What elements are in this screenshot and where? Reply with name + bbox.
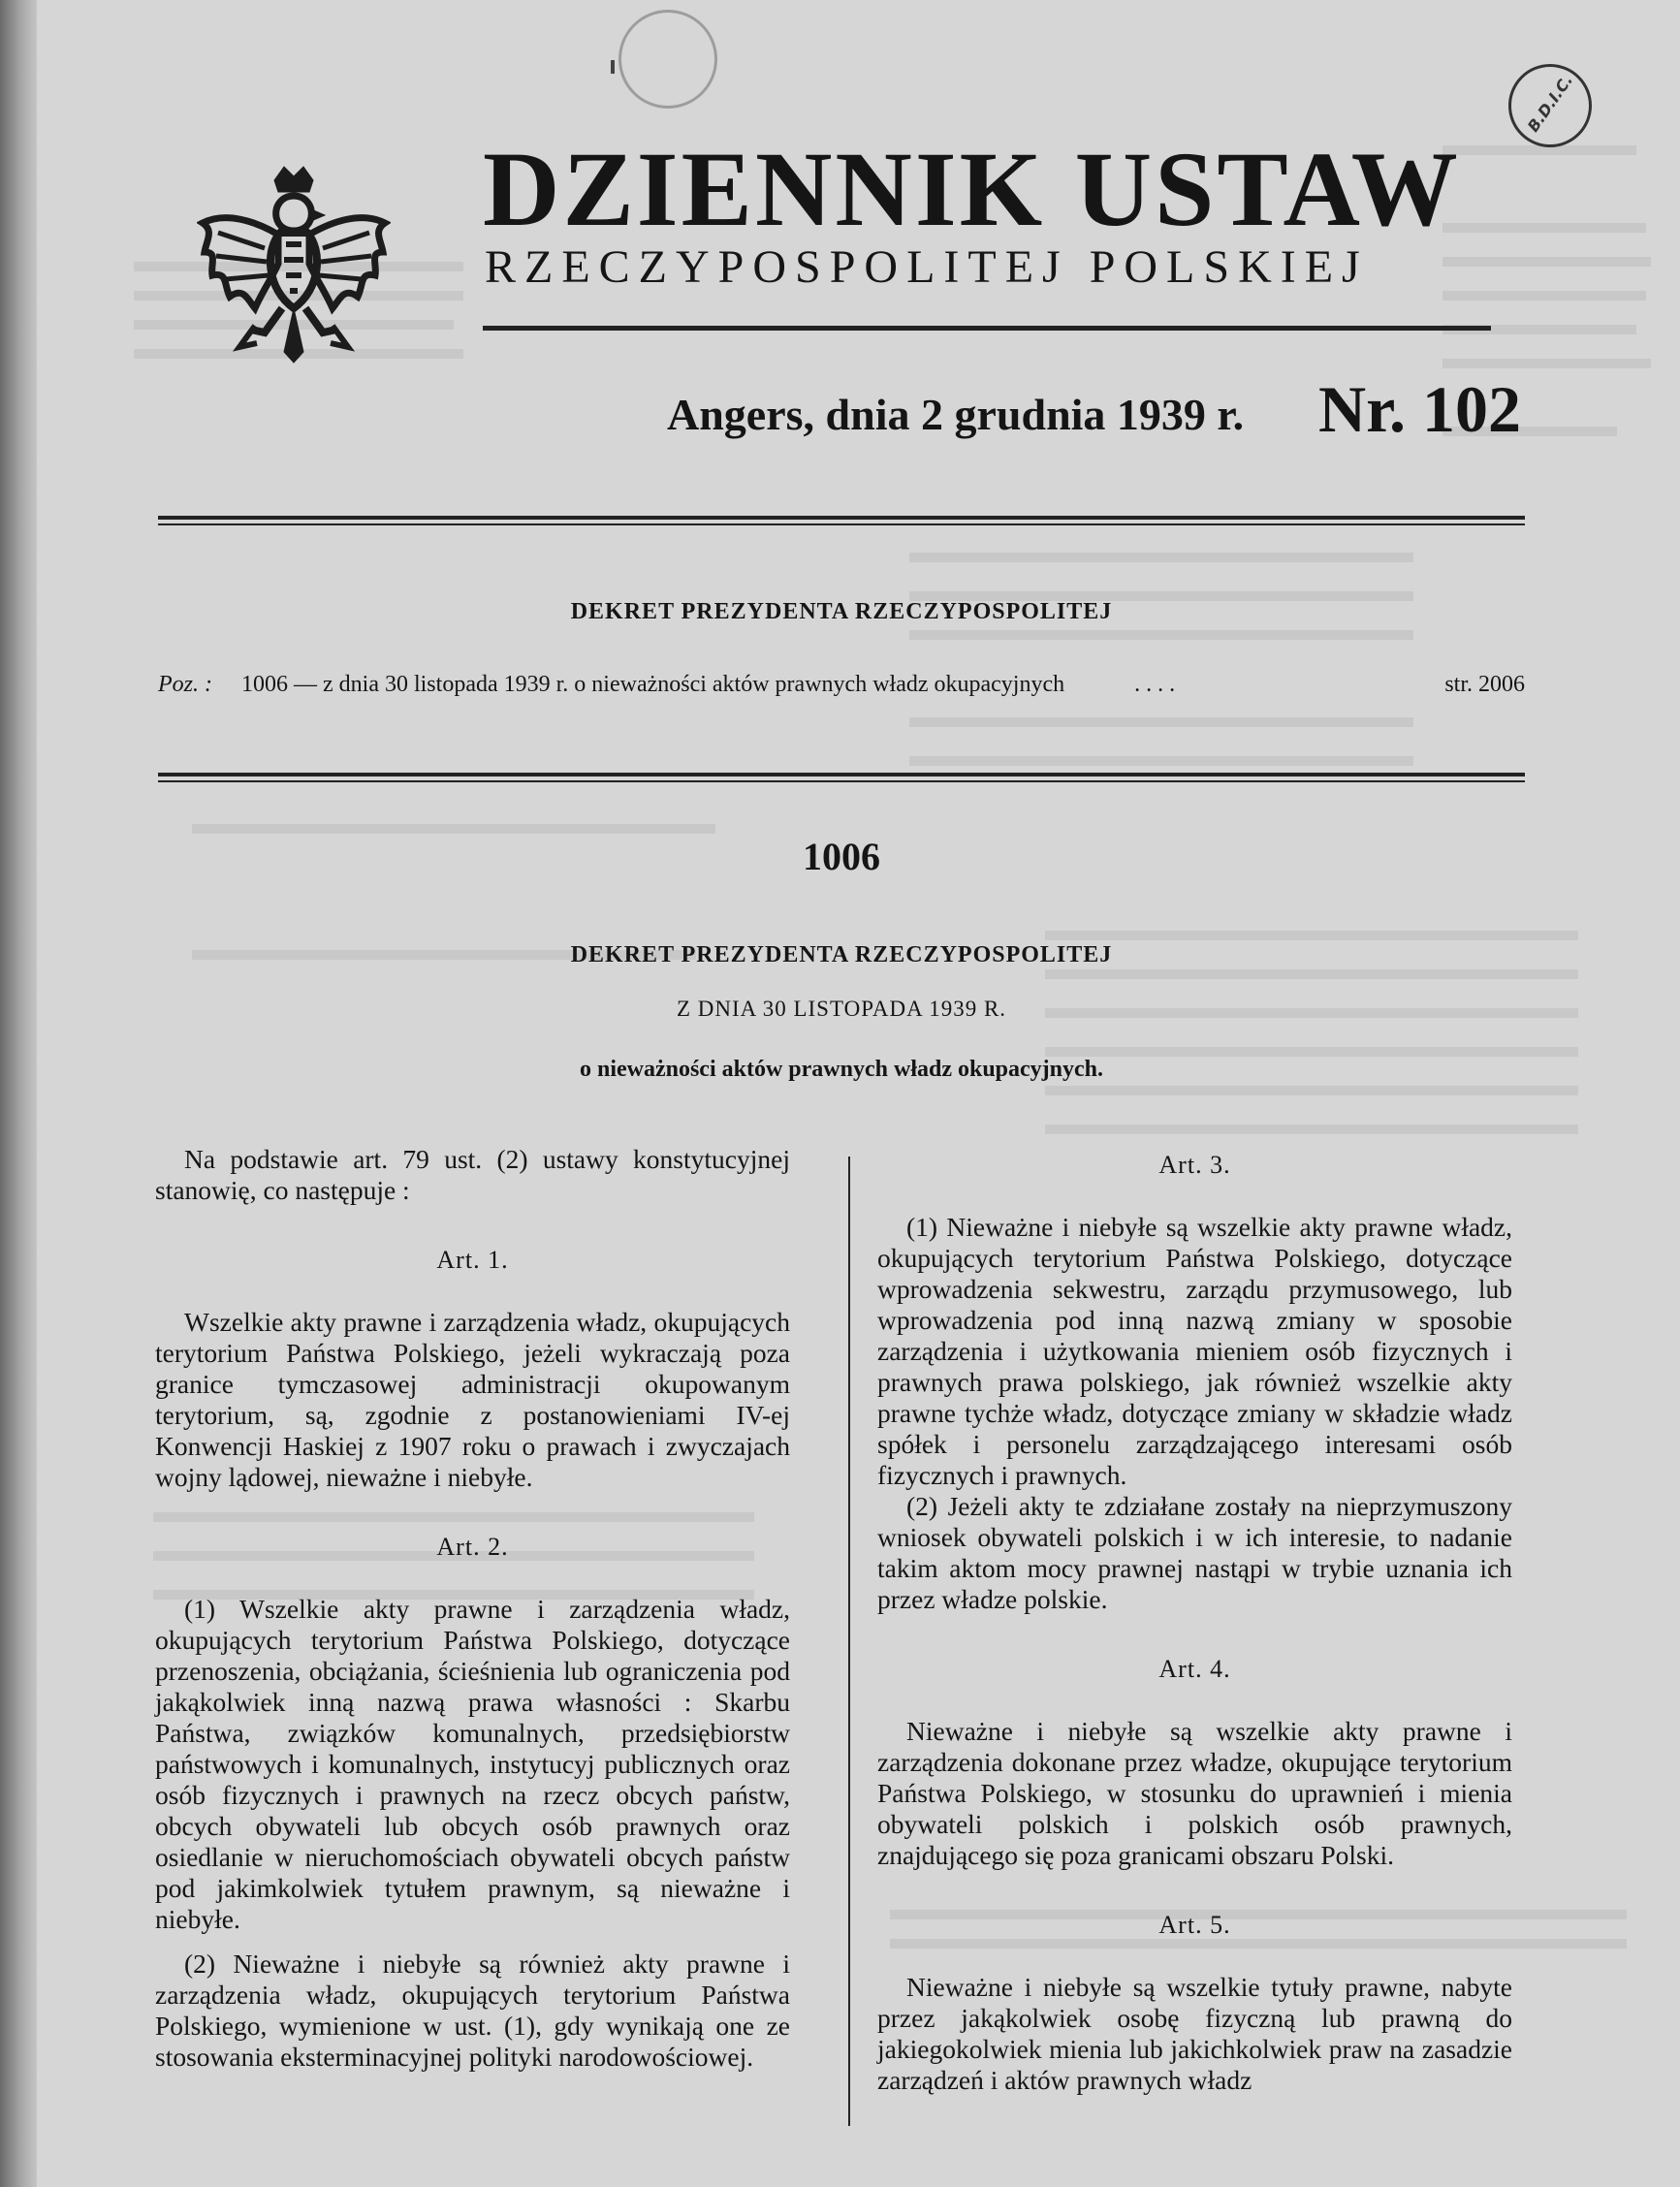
masthead-rule — [483, 326, 1491, 331]
page-binding-edge — [0, 0, 37, 2187]
contents-rule-top — [158, 516, 1525, 525]
article-4-title: Art. 4. — [1158, 1655, 1231, 1683]
library-stamp-top — [618, 10, 717, 109]
article-5-text: Nieważne i niebyłe są wszelkie tytuły prawne, nabyte przez jakąkolwiek osobę fizyczną lub prawną do jakiegokolwiek mienia lub jakichkolwiek praw na zasadzie zarządzeń i aktów prawnych władz — [877, 1972, 1512, 2095]
decree-date: Z DNIA 30 LISTOPADA 1939 R. — [676, 997, 1007, 1021]
article-3-para-2: (2) Jeżeli akty te zdziałane zostały na nieprzymuszony wniosek obywateli polskich i w ich interesie, to nadanie takim aktom mocy prawnej nastąpi w trybie uznania ich przez władze polskie. — [877, 1491, 1512, 1614]
document-page — [37, 0, 1680, 2187]
text-column-left — [155, 1144, 790, 2073]
article-2-para-1: (1) Wszelkie akty prawne i zarządzenia władz, okupujących terytorium Państwa Polskiego, dotyczące przenoszenia, obciążania, ścieśnienia lub ograniczenia pod jakąkolwiek inną nazwą prawa własności : Skarbu Państwa, związków komunalnych, przedsiębiorstw państwowych i komunalnych, instytucyj publicznych oraz osób fizycznych i prawnych na rzecz obcych państw, obcych obywateli lub obcych osób prawnych oraz osiedlanie w nieruchomościach obywateli obcych państw pod jakimkolwiek tytułem prawnym, są nieważne i niebyłe. — [155, 1594, 790, 1934]
issue-number: Nr. 102 — [1318, 372, 1522, 446]
decree-type-heading: DEKRET PREZYDENTA RZECZYPOSPOLITEJ — [570, 942, 1113, 967]
entry-number: 1006 — [803, 835, 880, 878]
article-2-para-2: (2) Nieważne i niebyłe są również akty prawne i zarządzenia władz, okupujących terytorium Państwa Polskiego, wymienione w ust. (1), gdy wynikają one ze stosowania eksterminacyjnej polityki narodowościowej. — [155, 1949, 790, 2072]
article-3-title: Art. 3. — [1158, 1151, 1231, 1179]
contents-poz-label: Poz. : — [158, 672, 212, 697]
contents-entry-text: 1006 — z dnia 30 listopada 1939 r. o nieważności aktów prawnych władz okupacyjnych — [241, 672, 1065, 697]
column-divider — [848, 1157, 850, 2126]
decree-subject: o nieważności aktów prawnych władz okupacyjnych. — [579, 1057, 1104, 1082]
contents-header: DEKRET PREZYDENTA RZECZYPOSPOLITEJ — [570, 599, 1113, 624]
text-column-right — [877, 1144, 1512, 2096]
publication-title: DZIENNIK USTAW — [483, 130, 1461, 248]
article-1-title: Art. 1. — [436, 1246, 509, 1274]
contents-leader: . . . . — [1134, 672, 1176, 697]
issue-place-date: Angers, dnia 2 grudnia 1939 r. — [667, 390, 1245, 439]
article-2-title: Art. 2. — [436, 1533, 509, 1561]
scratch-mark — [611, 60, 615, 74]
polish-eagle-emblem-icon — [197, 163, 391, 366]
contents-rule-bottom — [158, 773, 1525, 782]
contents-entry — [158, 672, 1525, 698]
library-stamp — [1508, 64, 1592, 147]
contents-page-ref: str. 2006 — [1444, 672, 1525, 697]
article-5-title: Art. 5. — [1158, 1911, 1231, 1939]
preamble: Na podstawie art. 79 ust. (2) ustawy konstytucyjnej stanowię, co następuje : — [155, 1144, 790, 1205]
article-4-text: Nieważne i niebyłe są wszelkie akty prawne i zarządzenia dokonane przez władze, okupujące terytorium Państwa Polskiego, w stosunku do uprawnień i mienia obywateli polskich i polskich osób prawnych, znajdującego się poza granicami obszaru Polski. — [877, 1716, 1512, 1870]
article-3-para-1: (1) Nieważne i niebyłe są wszelkie akty prawne władz, okupujących terytorium Państwa Polskiego, dotyczące wprowadzenia sekwestru, zarządu przymusowego, lub wprowadzenia pod inną nazwą zmiany w sposobie zarządzenia i użytkowania mieniem osób fizycznych i prawnych prawa polskiego, jak również wszelkie akty prawne tychże władz, dotyczące zmiany w składzie władz spółek i personelu zarządzającego interesami osób fizycznych i prawnych. — [877, 1212, 1512, 1490]
article-1-text: Wszelkie akty prawne i zarządzenia władz, okupujących terytorium Państwa Polskiego, jeżeli wykraczają poza granice tymczasowej administracji okupowanym terytorium, są, zgodnie z postanowieniami IV-ej Konwencji Haskiej z 1907 roku o prawach i zwyczajach wojny lądowej, nieważne i niebyłe. — [155, 1307, 790, 1492]
publication-subtitle: RZECZYPOSPOLITEJ POLSKIEJ — [485, 241, 1369, 293]
stamp-text: B.D.I.C. — [1523, 71, 1577, 136]
